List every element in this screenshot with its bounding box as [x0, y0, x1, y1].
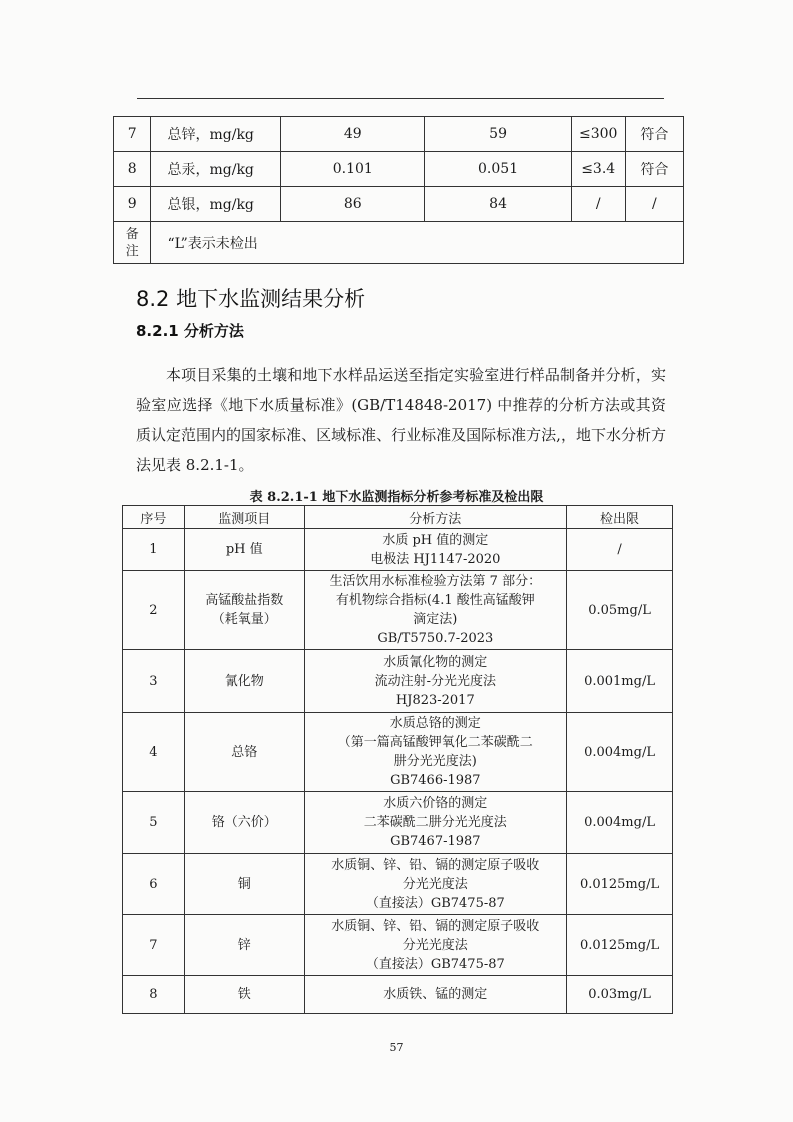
row-method — [304, 571, 566, 650]
method-line: 肼分光光度法) — [393, 754, 477, 769]
body-paragraph: 本项目采集的土壤和地下水样品运送至指定实验室进行样品制备并分析，实验室应选择《地下水质量标准》(GB/T14848-2017) 中推荐的分析方法或其资质认定范围内的国家标准、区域标准、行业标准及国际标准方法,，地下水分析方法见表 8.2.1-1。 — [136, 366, 666, 474]
row-limit: 0.0125mg/L — [567, 915, 673, 976]
note-label-line-1: 备 — [125, 226, 139, 242]
item-line: 高锰酸盐指数 — [205, 593, 284, 608]
table-row — [123, 571, 673, 650]
row-result: 符合 — [625, 152, 683, 187]
row-item: pH 值 — [184, 529, 304, 571]
row-index: 7 — [123, 915, 185, 976]
row-value-1: 49 — [281, 117, 425, 152]
method-line: 水质 pH 值的测定 — [382, 532, 489, 548]
method-line: 水质总铬的测定 — [389, 716, 481, 731]
note-label — [114, 222, 151, 264]
method-line: 水质六价铬的测定 — [383, 796, 488, 811]
row-method — [304, 713, 566, 792]
row-method — [304, 529, 566, 571]
row-method — [304, 650, 566, 713]
method-line: 分光光度法 — [402, 876, 468, 892]
method-line: 水质氰化物的测定 — [383, 654, 488, 670]
row-index: 4 — [123, 713, 185, 792]
row-limit: 0.03mg/L — [567, 976, 673, 1014]
method-line: 二苯碳酰二肼分光光度法 — [363, 815, 507, 830]
method-line: 生活饮用水标准检验方法第 7 部分： — [329, 574, 542, 589]
row-limit: 0.0125mg/L — [567, 854, 673, 915]
method-line: 滴定法) — [413, 612, 458, 627]
row-index: 6 — [123, 854, 185, 915]
row-item: 总锌，mg/kg — [151, 117, 281, 152]
row-item: 铜 — [184, 854, 304, 915]
method-line: GB7467-1987 — [390, 834, 481, 849]
row-index: 1 — [123, 529, 185, 571]
table-header-row — [123, 506, 673, 529]
method-line: 分光光度法 — [402, 937, 468, 953]
row-item: 总铬 — [184, 713, 304, 792]
row-limit: 0.004mg/L — [567, 713, 673, 792]
row-method — [304, 792, 566, 854]
row-value-2: 0.051 — [425, 152, 571, 187]
note-text: “L”表示未检出 — [151, 222, 684, 264]
method-line: GB/T5750.7-2023 — [377, 631, 494, 646]
row-result: 符合 — [625, 117, 683, 152]
analysis-method-table — [122, 505, 673, 1014]
row-index: 8 — [123, 976, 185, 1014]
method-line: 水质铜、锌、铅、镉的测定原子吸收 — [331, 857, 540, 873]
section-title: 8.2 地下水监测结果分析 — [136, 287, 366, 311]
row-limit: 0.004mg/L — [567, 792, 673, 854]
row-result: / — [625, 187, 683, 222]
row-method — [304, 854, 566, 915]
table-row — [123, 713, 673, 792]
row-item: 氰化物 — [184, 650, 304, 713]
header-method: 分析方法 — [304, 506, 566, 529]
table-row — [123, 792, 673, 854]
row-value-1: 0.101 — [281, 152, 425, 187]
table-row — [123, 650, 673, 713]
item-line: （耗氧量） — [211, 612, 277, 627]
row-index: 7 — [114, 117, 151, 152]
table-caption: 表 8.2.1-1 地下水监测指标分析参考标准及检出限 — [249, 490, 544, 505]
row-limit: / — [571, 187, 625, 222]
row-item: 铁 — [184, 976, 304, 1014]
row-index: 2 — [123, 571, 185, 650]
method-line: 有机物综合指标(4.1 酸性高锰酸钾 — [335, 593, 535, 608]
row-limit: ≤3.4 — [571, 152, 625, 187]
row-item: 锌 — [184, 915, 304, 976]
method-line: GB7466-1987 — [390, 773, 481, 788]
method-line: （直接法）GB7475-87 — [365, 895, 505, 911]
row-value-2: 59 — [425, 117, 571, 152]
row-value-2: 84 — [425, 187, 571, 222]
row-item: 总银，mg/kg — [151, 187, 281, 222]
page-number: 57 — [389, 1041, 404, 1054]
row-item: 铬（六价） — [184, 792, 304, 854]
table-row — [123, 854, 673, 915]
row-index: 9 — [114, 187, 151, 222]
table-row — [123, 529, 673, 571]
row-value-1: 86 — [281, 187, 425, 222]
table-row — [123, 915, 673, 976]
table-row — [114, 152, 684, 187]
method-line: 流动注射-分光光度法 — [374, 673, 497, 689]
row-limit: ≤300 — [571, 117, 625, 152]
header-limit: 检出限 — [567, 506, 673, 529]
method-line: （直接法）GB7475-87 — [365, 956, 505, 972]
table-row — [123, 976, 673, 1014]
subsection-title: 8.2.1 分析方法 — [136, 322, 244, 340]
method-line: （第一篇高锰酸钾氧化二苯碳酰二 — [337, 735, 533, 750]
method-line: 电极法 HJ1147-2020 — [370, 551, 501, 567]
row-item — [184, 571, 304, 650]
row-index: 5 — [123, 792, 185, 854]
row-method — [304, 915, 566, 976]
soil-results-table — [113, 116, 684, 264]
note-row — [114, 222, 684, 264]
row-index: 3 — [123, 650, 185, 713]
row-limit: / — [567, 529, 673, 571]
row-item: 总汞，mg/kg — [151, 152, 281, 187]
row-limit: 0.001mg/L — [567, 650, 673, 713]
note-label-line-2: 注 — [125, 243, 139, 259]
row-method: 水质铁、锰的测定 — [304, 976, 566, 1014]
table-row — [114, 117, 684, 152]
row-limit: 0.05mg/L — [567, 571, 673, 650]
header-rule — [137, 98, 664, 99]
method-line: HJ823-2017 — [395, 692, 475, 708]
method-line: 水质铜、锌、铅、镉的测定原子吸收 — [331, 918, 540, 934]
header-index: 序号 — [123, 506, 185, 529]
table-row — [114, 187, 684, 222]
header-item: 监测项目 — [184, 506, 304, 529]
row-index: 8 — [114, 152, 151, 187]
